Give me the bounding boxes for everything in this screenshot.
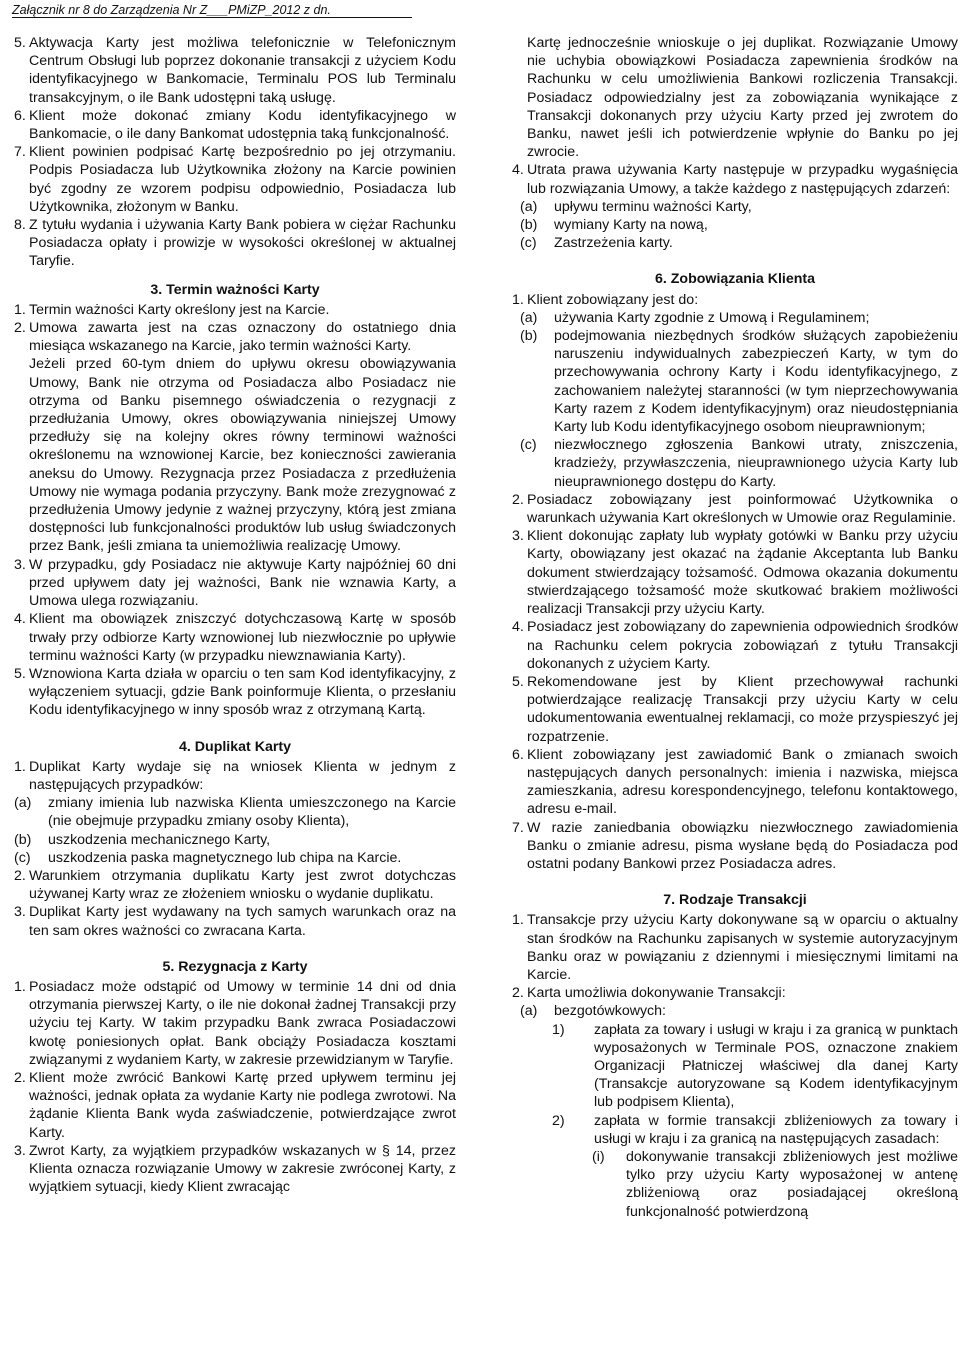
item-text: Aktywacja Karty jest możliwa telefonicznie w Telefonicznym Centrum Obsługi lub poprzez dokonanie transakcji z użyciem Kodu identyfikacyjnego w Bankomacie, Terminalu POS lub Terminalu transakcyjnym, o ile Bank udostępni taką usługę.	[29, 35, 456, 106]
sub-text: uszkodzenia mechanicznego Karty,	[48, 831, 271, 848]
sub-item	[520, 436, 958, 491]
item-number: 1.	[14, 978, 26, 995]
item-number: 2.	[14, 320, 26, 337]
list-item	[512, 984, 958, 1002]
sub-text: zmiany imienia lub nazwiska Klienta umieszczonego na Karcie (nie obejmuje przypadku zmiany osoby Klienta),	[48, 795, 456, 830]
document-header	[12, 2, 331, 18]
item-text: Posiadacz może odstąpić od Umowy w terminie 14 dni od dnia otrzymania pierwszej Karty, o ile nie dokonał żadnej Transakcji przy użyciu tej Karty. W takim przypadku Bank zwraca Posiadaczowi kwotę poniesionych opłat. Bank obciąży Posiadacza kosztami związanymi z wydaniem Karty, w zakresie przewidzianym w Taryfie.	[29, 978, 456, 1068]
sub-label: (a)	[520, 1003, 538, 1020]
left-column	[14, 34, 456, 1196]
section-title-termin: 3. Termin ważności Karty	[150, 281, 320, 298]
list-item	[14, 34, 456, 107]
item-text: Z tytułu wydania i używania Karty Bank pobiera w ciężar Rachunku Posiadacza opłaty i prowizje w wysokości określonej w aktualnej Taryfie.	[29, 217, 456, 270]
sub-label: (c)	[520, 235, 537, 252]
list-item	[14, 216, 456, 271]
item-text: Warunkiem otrzymania duplikatu Karty jest zwrot dotychczas używanej Karty wraz ze złożeniem wniosku o wydanie duplikatu.	[29, 867, 456, 903]
item-number: 6.	[14, 107, 26, 124]
list-item	[512, 161, 958, 197]
item-number: 7.	[14, 144, 26, 161]
item-number: 7.	[512, 819, 524, 836]
item-text: Termin ważności Karty określony jest na Karcie.	[29, 301, 330, 318]
item-number: 5.	[14, 665, 26, 682]
sub-label: (a)	[520, 309, 538, 326]
item-text: Klient zobowiązany jest do:	[527, 291, 699, 308]
sub-sub-sub-item	[592, 1148, 958, 1221]
sub-sub-item	[552, 1021, 958, 1112]
item-text: W razie zaniedbania obowiązku niezwłocznego zawiadomienia Banku o zmianie adresu, pisma wysłane będą do Posiadacza pod ostatni podany Bankowi przez Posiadacza adres.	[527, 819, 958, 872]
sub-item	[14, 794, 456, 830]
list-item	[14, 665, 456, 720]
list-item	[512, 911, 958, 984]
item-text: Posiadacz jest zobowiązany do zapewnienia odpowiednich środków na Rachunku celem pokrycia zobowiązań z tytułu Transakcji dokonanych z użyciem Karty.	[527, 619, 958, 672]
sub-text: niezwłocznego zgłoszenia Bankowi utraty, zniszczenia, kradzieży, przywłaszczenia, nieuprawnionego użycia Karty lub nieuprawnionego dostępu do Karty.	[554, 437, 958, 490]
sub-label: 1)	[552, 1021, 565, 1038]
sub-text: uszkodzenia paska magnetycznego lub chipa na Karcie.	[48, 849, 402, 866]
list-item	[512, 491, 958, 527]
item-text: Utrata prawa używania Karty następuje w przypadku wygaśnięcia lub rozwiązania Umowy, a także każdego z następujących zdarzeń:	[527, 162, 958, 197]
list-item	[512, 291, 958, 309]
list-item	[14, 903, 456, 939]
item-text: Duplikat Karty wydaje się na wniosek Klienta w jednym z następujących przypadków:	[29, 758, 456, 793]
section-title-duplikat: 4. Duplikat Karty	[179, 738, 291, 755]
sub-text: upływu terminu ważności Karty,	[554, 198, 752, 215]
item-number: 5.	[14, 35, 26, 51]
item-text: Klient dokonując zapłaty lub wypłaty gotówki w Banku przy użyciu Karty, obowiązany jest okazać na żądanie Akceptanta lub Banku dokument stwierdzający tożsamość. Odmowa okazania dokumentu stwierdzającego tożsamość może skutkować brakiem możliwości realizacji Transakcji przy użyciu Karty.	[527, 528, 958, 618]
list-item	[14, 1069, 456, 1142]
item-number: 5.	[512, 673, 524, 690]
sub-item	[520, 234, 958, 252]
list-item	[512, 618, 958, 673]
item-text: Karta umożliwia dokonywanie Transakcji:	[527, 985, 786, 1002]
sub-label: (c)	[520, 437, 537, 454]
item-number: 6.	[512, 746, 524, 763]
section-title-zobowiazania: 6. Zobowiązania Klienta	[654, 271, 816, 288]
sub-label: (b)	[520, 217, 538, 234]
paragraph: Jeżeli przed 60-tym dniem do upływu okresu obowiązywania Umowy, Bank nie otrzyma od Posiadacza albo Posiadacz nie otrzyma od Banku pisemnego oświadczenia o rezygnacji z przedłużania Umowy, okres obowiązywania niniejszej Umowy przedłuży się na kolejny okres równy terminowi ważności określonemu na wznowionej Karcie, bez konieczności zawierania aneksu do Umowy. Rezygnacja przez Posiadacza z przedłużenia Umowy nie wymaga podania przyczyny. Bank może zrezygnować z przedłużenia Umowy jedynie z ważnej przyczyny, którą jest zmiana dostępności lub funkcjonalności produktów lub usług świadczonych przez Bank, jeśli zmiana ta uniemożliwia realizację Umowy.	[29, 356, 456, 555]
sub-text: dokonywanie transakcji zbliżeniowych jest możliwe tylko przy użyciu Karty wyposażonej w antenę zbliżeniową oraz posiadającej określoną funkcjonalność potwierdzoną	[626, 1148, 958, 1220]
item-number: 2.	[14, 867, 26, 884]
sub-text: wymiany Karty na nową,	[554, 217, 708, 234]
paragraph: Kartę jednocześnie wnioskuje o jej duplikat. Rozwiązanie Umowy nie uchybia obowiązkowi Posiadacza zapewnienia środków na Rachunku w celu umożliwienia Bankowi rozliczenia Transakcji. Posiadacz odpowiedzialny jest za zobowiązania wynikające z Transakcji dokonanych przy użyciu Karty przed jej zwrotem do Banku, nawet jeśli ich potwierdzenie wpłynie do Banku po jej zwrocie.	[527, 35, 958, 161]
item-number: 4.	[512, 619, 524, 636]
sub-item	[520, 216, 958, 234]
item-text: Klient ma obowiązek zniszczyć dotychczasową Kartę w sposób trwały przy odbiorze Karty wznowionej lub niezwłocznie po upływie terminu ważności Karty (w przypadku niewznawiania Karty).	[29, 611, 456, 664]
item-text: Duplikat Karty jest wydawany na tych samych warunkach oraz na ten sam okres ważności co zwracana Karta.	[29, 904, 456, 939]
item-text: Wznowiona Karta działa w oparciu o ten sam Kod identyfikacyjny, z wyłączeniem sytuacji, gdzie Bank poinformuje Klienta, o przesłaniu Kodu identyfikacyjnego w inny sposób wraz z otrzymaną Kartą.	[29, 665, 456, 719]
list-item	[14, 143, 456, 216]
list-item	[14, 610, 456, 665]
item-number: 2.	[512, 491, 524, 508]
list-item	[14, 301, 456, 319]
sub-label: (c)	[14, 849, 31, 866]
list-item	[512, 746, 958, 819]
sub-label: (i)	[592, 1148, 605, 1165]
item-number: 2.	[14, 1069, 26, 1086]
sub-sub-item	[552, 1112, 958, 1148]
sub-text: używania Karty zgodnie z Umową i Regulaminem;	[554, 309, 870, 326]
list-item	[512, 673, 958, 746]
item-number: 3.	[512, 528, 524, 545]
sub-text: zapłata w formie transakcji zbliżeniowych za towary i usługi w kraju i za granicą na następujących zasadach:	[594, 1112, 958, 1147]
section-title-rezygnacja: 5. Rezygnacja z Karty	[162, 958, 308, 975]
sub-label: (b)	[520, 328, 538, 345]
item-text: W przypadku, gdy Posiadacz nie aktywuje Karty najpóźniej 60 dni przed upływem daty jej ważności, Bank nie wznawia Karty, a Umowa ulega rozwiązaniu.	[29, 556, 456, 610]
sub-text: podejmowania niezbędnych środków służących zapobieżeniu naruszeniu indywidualnych zabezpieczeń Karty, w tym do przechowywania ochrony Karty i Kodu identyfikacyjnego, z zachowaniem należytej staranności (w tym nieprzechowywania Karty razem z Kodem identyfikacyjnym) oraz nieudostępniania Karty lub Kodu identyfikacyjnego osobom nieuprawnionym;	[554, 328, 958, 436]
item-text: Posiadacz zobowiązany jest poinformować Użytkownika o warunkach używania Kart określonych w Umowie oraz Regulaminie.	[527, 491, 958, 527]
list-item	[14, 107, 456, 143]
sub-item	[520, 327, 958, 436]
item-number: 8.	[14, 217, 26, 234]
item-number: 1.	[14, 758, 26, 775]
item-number: 1.	[512, 912, 524, 929]
list-item	[14, 1142, 456, 1197]
item-number: 4.	[14, 611, 26, 628]
sub-text: zapłata za towary i usługi w kraju i za granicą w punktach wyposażonych w Terminale POS, oznaczone znakiem Organizacji Płatniczej właściwej dla danej Karty (Transakcje autoryzowane są Kodem identyfikacyjnym lub podpisem Klienta),	[594, 1021, 958, 1111]
item-text: Rekomendowane jest by Klient przechowywał rachunki potwierdzające realizację Transakcji przy użyciu Karty w celu udokumentowania ewentualnej reklamacji, co może przyspieszyć jej rozpatrzenie.	[527, 673, 958, 745]
item-number: 1.	[512, 291, 524, 308]
header-text: Załącznik nr 8 do Zarządzenia Nr Z___PMiZP_2012 z dn.	[12, 3, 331, 17]
header-underline	[12, 17, 412, 18]
list-item	[14, 319, 456, 355]
item-text: Klient zobowiązany jest zawiadomić Bank o zmianach swoich następujących danych personalnych: imienia i nazwiska, miejsca zamieszkania, adresu korespondencyjnego, telefonu kontaktowego, adresu e-mail.	[527, 746, 958, 818]
sub-text: bezgotówkowych:	[554, 1003, 666, 1020]
item-number: 1.	[14, 301, 26, 318]
sub-item	[520, 198, 958, 216]
list-item	[14, 867, 456, 903]
item-text: Klient może zwrócić Bankowi Kartę przed upływem terminu jej ważności, jednak opłata za wydanie Karty nie podlega zwrotowi. Na żądanie Klienta Bank wyda zaświadczenie, potwierdzające zwrot Karty.	[29, 1069, 456, 1141]
sub-label: (a)	[14, 795, 32, 812]
item-number: 4.	[512, 162, 524, 179]
item-number: 3.	[14, 556, 26, 573]
sub-item	[14, 849, 456, 867]
item-text: Klient może dokonać zmiany Kodu identyfikacyjnego w Bankomacie, o ile dany Bankomat udostępnia taką funkcjonalność.	[29, 107, 456, 143]
item-text: Klient powinien podpisać Kartę bezpośrednio po jej otrzymaniu. Podpis Posiadacza lub Użytkownika złożony na Karcie powinien być zgodny ze wzorem podpisu odpowiednio, Posiadacza lub Użytkownika, złożonym w Banku.	[29, 144, 456, 215]
list-item	[14, 556, 456, 611]
right-column	[512, 34, 958, 1221]
item-number: 3.	[14, 1142, 26, 1159]
list-item	[14, 758, 456, 794]
sub-item	[14, 831, 456, 849]
item-text: Zwrot Karty, za wyjątkiem przypadków wskazanych w § 14, przez Klienta oznacza rozwiązanie Umowy w zakresie zwróconej Karty, z wyjątkiem sytuacji, kiedy Klient zwracając	[29, 1142, 456, 1196]
sub-text: Zastrzeżenia karty.	[554, 235, 673, 252]
sub-label: (b)	[14, 831, 32, 848]
item-text: Umowa zawarta jest na czas oznaczony do ostatniego dnia miesiąca wskazanego na Karcie, jako termin ważności Karty.	[29, 320, 456, 355]
sub-item	[520, 309, 958, 327]
item-number: 3.	[14, 904, 26, 921]
list-item	[14, 978, 456, 1069]
section-title-rodzaje-transakcji: 7. Rodzaje Transakcji	[663, 892, 807, 909]
sub-label: 2)	[552, 1112, 565, 1129]
sub-item	[520, 1002, 958, 1020]
list-item	[512, 819, 958, 874]
item-number: 2.	[512, 985, 524, 1002]
list-item	[512, 527, 958, 618]
sub-label: (a)	[520, 198, 538, 215]
item-text: Transakcje przy użyciu Karty dokonywane są w oparciu o aktualny stan środków na Rachunku zapisanych w systemie autoryzacyjnym Banku oraz w powiązaniu z dziennymi i miesięcznymi limitami na Karcie.	[527, 912, 958, 983]
